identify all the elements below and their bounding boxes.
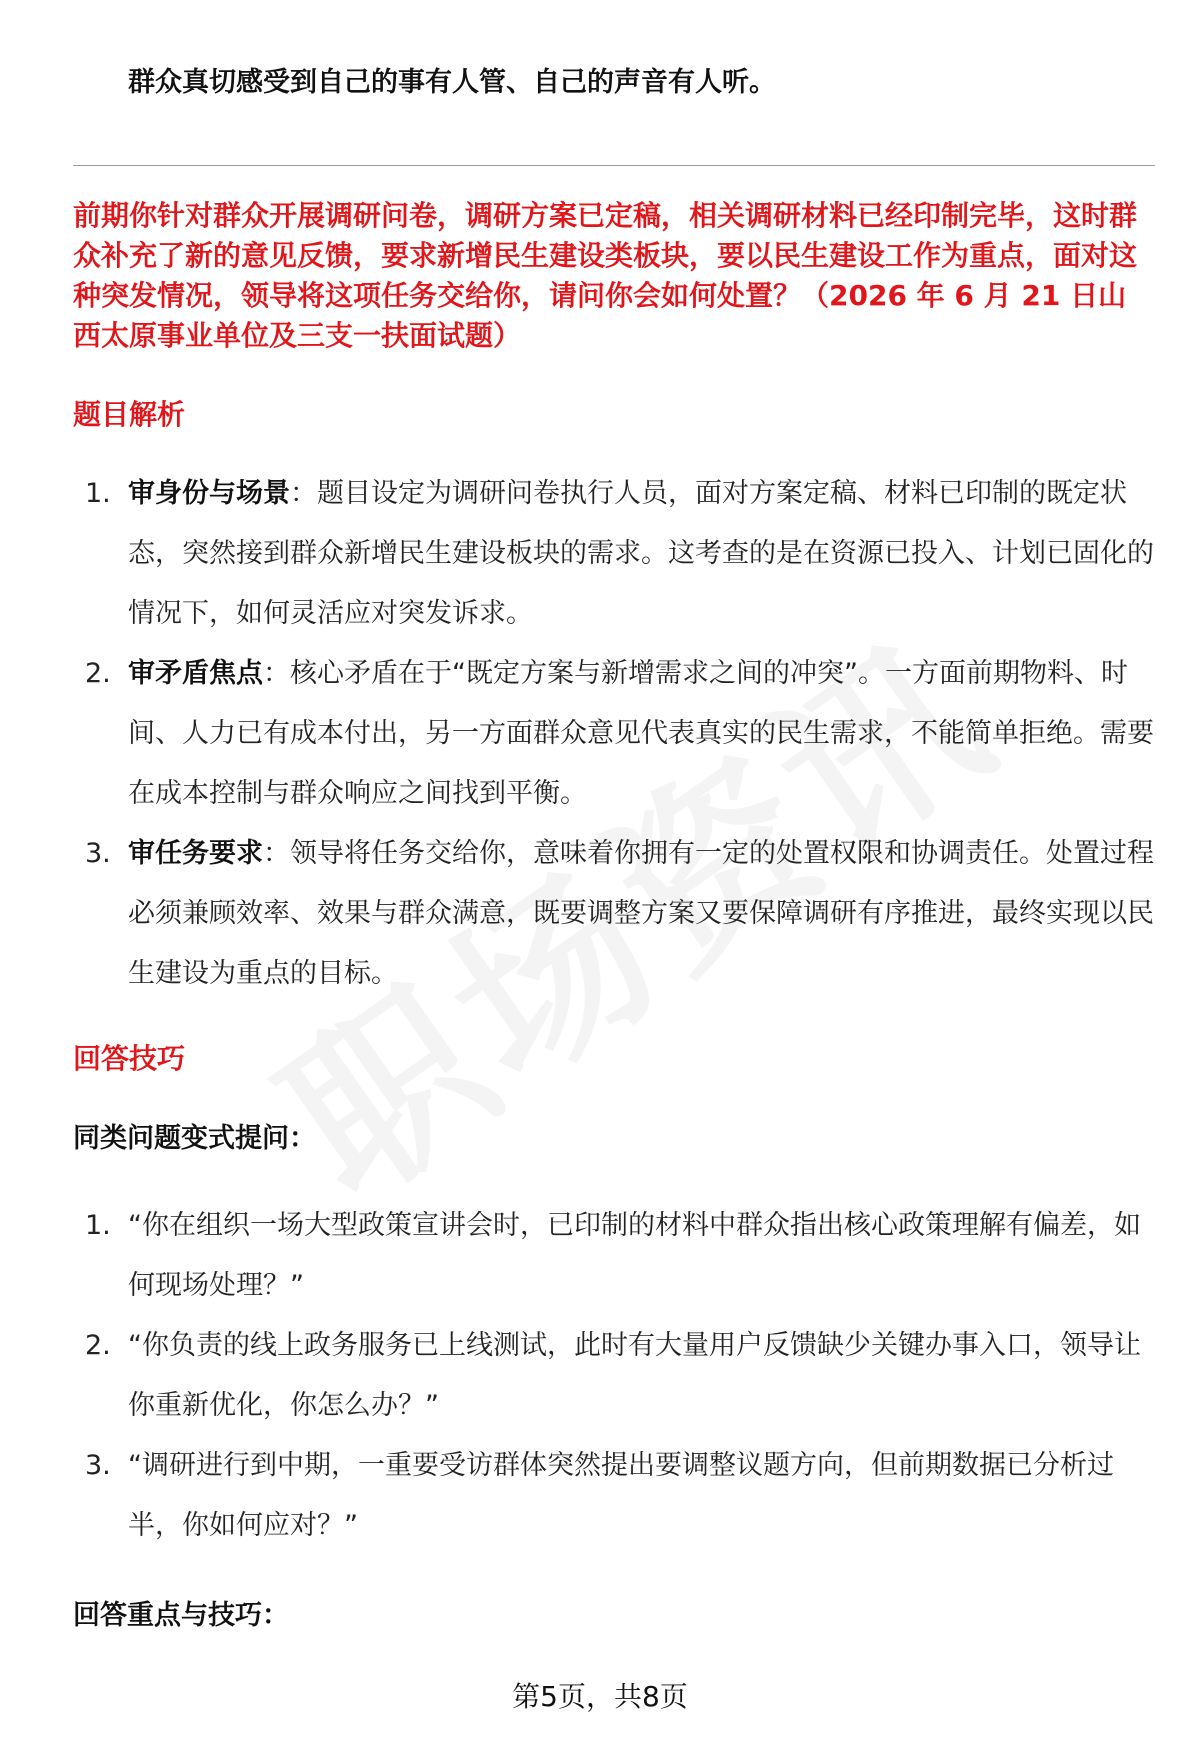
analysis-item: [73, 824, 1155, 1004]
item-term: 审任务要求: [128, 838, 263, 869]
item-text: “你负责的线上政务服务已上线测试，此时有大量用户反馈缺少关键办事入口，领导让你重新优化，你怎么办？”: [128, 1330, 1141, 1421]
page-footer: 第5页，共8页: [512, 1680, 688, 1713]
item-text: ：领导将任务交给你，意味着你拥有一定的处置权限和协调责任。处置过程必须兼顾效率、效果与群众满意，既要调整方案又要保障调研有序推进，最终实现以民生建设为重点的目标。: [128, 838, 1154, 989]
variant-item: [73, 1436, 1155, 1556]
item-number: 3.: [85, 838, 111, 869]
question-text: 前期你针对群众开展调研问卷，调研方案已定稿，相关调研材料已经印制完毕，这时群众补充了新的意见反馈，要求新增民生建设类板块，要以民生建设工作为重点，面对这种突发情况，领导将这项任务交给你，请问你会如何处置？（2026 年 6 月 21 日山西太原事业单位及三支一扶面试题）: [73, 199, 1138, 352]
variants-list: [73, 1196, 1155, 1556]
analysis-title: 题目解析: [73, 398, 186, 431]
variant-item: [73, 1316, 1155, 1436]
tips-title: 回答技巧: [73, 1042, 186, 1075]
item-number: 1.: [85, 1210, 111, 1241]
item-number: 2.: [85, 1330, 111, 1361]
variant-item: [73, 1196, 1155, 1316]
item-term: 审矛盾焦点: [128, 658, 263, 689]
divider: [73, 165, 1155, 166]
variants-title: 同类问题变式提问：: [73, 1123, 316, 1154]
item-number: 3.: [85, 1450, 111, 1481]
item-text: ：核心矛盾在于“既定方案与新增需求之间的冲突”。一方面前期物料、时间、人力已有成本付出，另一方面群众意见代表真实的民生需求，不能简单拒绝。需要在成本控制与群众响应之间找到平衡。: [128, 658, 1154, 809]
analysis-item: [73, 644, 1155, 824]
item-text: “调研进行到中期，一重要受访群体突然提出要调整议题方向，但前期数据已分析过半，你如何应对？”: [128, 1450, 1114, 1541]
analysis-list: [73, 464, 1155, 1004]
item-term: 审身份与场景: [128, 478, 290, 509]
continued-text: 群众真切感受到自己的事有人管、自己的声音有人听。: [128, 67, 776, 98]
item-text: “你在组织一场大型政策宣讲会时，已印制的材料中群众指出核心政策理解有偏差，如何现场处理？”: [128, 1210, 1141, 1301]
analysis-item: [73, 464, 1155, 644]
key-points-title: 回答重点与技巧：: [73, 1600, 289, 1631]
item-number: 2.: [85, 658, 111, 689]
item-text: ：题目设定为调研问卷执行人员，面对方案定稿、材料已印制的既定状态，突然接到群众新增民生建设板块的需求。这考查的是在资源已投入、计划已固化的情况下，如何灵活应对突发诉求。: [128, 478, 1154, 629]
item-number: 1.: [85, 478, 111, 509]
